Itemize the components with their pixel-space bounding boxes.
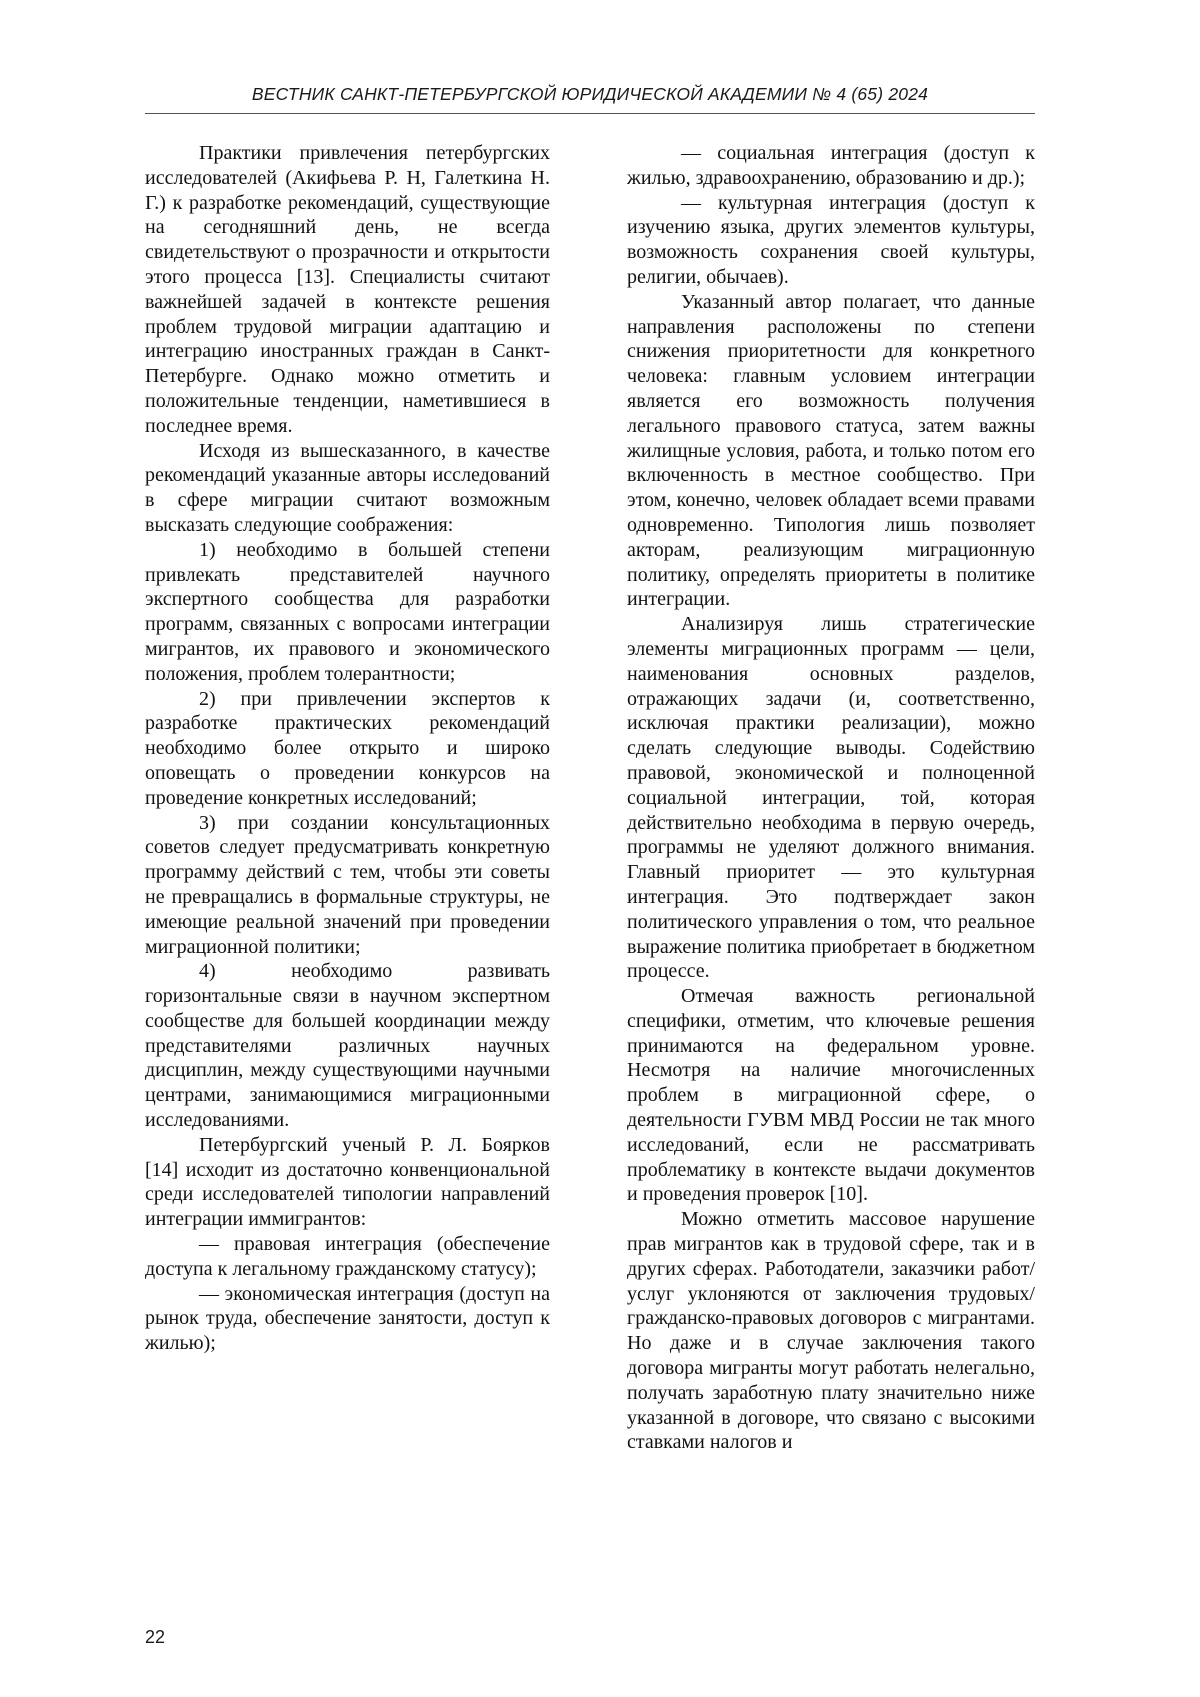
- paragraph: Можно отметить массовое нарушение прав мигрантов как в трудовой сфере, так и в других сферах. Работодатели, заказчики работ/услуг уклоняются от заключения трудовых/гражданско-правовых договоров с мигрантами. Но даже и в случае заключения такого договора мигранты могут работать нелегально, получать заработную плату значительно ниже указанной в договоре, что связано с высокими ставками налогов и: [627, 1208, 1035, 1454]
- list-item: — культурная интеграция (доступ к изучению языка, других элементов культуры, возможность сохранения своей культуры, религии, обычаев).: [627, 191, 1035, 288]
- running-head: ВЕСТНИК САНКТ-ПЕТЕРБУРГСКОЙ ЮРИДИЧЕСКОЙ АКАДЕМИИ № 4 (65) 2024: [251, 84, 929, 104]
- header-rule: [145, 113, 1035, 114]
- paragraph: Анализируя лишь стратегические элементы миграционных программ — цели, наименования основных разделов, отражающих задачи (и, соответственно, исключая практики реализации), можно сделать следующие выводы. Содействию правовой, экономической и полноценной социальной интеграции, той, которая действительно необходима в первую очередь, программы не уделяют должного внимания. Главный приоритет — это культурная интеграция. Это подтверждает закон политического управления о том, что реальное выражение политика приобретает в бюджетном процессе.: [627, 613, 1035, 983]
- page-number: 22: [145, 1627, 166, 1647]
- list-item: 4) необходимо развивать горизонтальные связи в научном экспертном сообществе для большей координации между представителями различных научных дисциплин, между существующими научными центрами, занимающимися миграционными исследованиями.: [145, 960, 550, 1132]
- paragraph: Указанный автор полагает, что данные направления расположены по степени снижения приоритетности для конкретного человека: главным условием интеграции является его возможность получения легального правового статуса, затем важны жилищные условия, работа, и только потом его включенность в местное сообщество. При этом, конечно, человек обладает всеми правами одновременно. Типология лишь позволяет акторам, реализующим миграционную политику, определять приоритеты в политике интеграции.: [627, 290, 1035, 611]
- paragraph: Исходя из вышесказанного, в качестве рекомендаций указанные авторы исследований в сфере миграции считают возможным высказать следующие соображения:: [145, 439, 550, 536]
- paragraph: Отмечая важность региональной специфики, отметим, что ключевые решения принимаются на федеральном уровне. Несмотря на наличие многочисленных проблем в миграционной сфере, о деятельности ГУВМ МВД России не так много исследований, если не рассматривать проблематику в контексте выдачи документов и проведения проверок [10].: [627, 985, 1035, 1206]
- list-item: — социальная интеграция (доступ к жилью, здравоохранению, образованию и др.);: [627, 142, 1035, 189]
- right-text-column: [627, 141, 1035, 1455]
- paragraph: Петербургский ученый Р. Л. Боярков [14] исходит из достаточно конвенциональной среди исследователей типологии направлений интеграции иммигрантов:: [145, 1133, 550, 1231]
- paragraph: Практики привлечения петербургских исследователей (Акифьева Р. Н, Галеткина Н. Г.) к разработке рекомендаций, существующие на сегодняшний день, не всегда свидетельствуют о прозрачности и открытости этого процесса [13]. Специалисты считают важнейшей задачей в контексте решения проблем трудовой миграции адаптацию и интеграцию иностранных граждан в Санкт-Петербурге. Однако можно отметить и положительные тенденции, наметившиеся в последнее время.: [145, 142, 550, 437]
- left-text-column: [145, 141, 550, 1356]
- list-item: — экономическая интеграция (доступ на рынок труда, обеспечение занятости, доступ к жилью);: [145, 1282, 550, 1355]
- list-item: 1) необходимо в большей степени привлекать представителей научного экспертного сообщества для разработки программ, связанных с вопросами интеграции мигрантов, их правового и экономического положения, проблем толерантности;: [145, 538, 550, 685]
- list-item: 2) при привлечении экспертов к разработке практических рекомендаций необходимо более открыто и широко оповещать о проведении конкурсов на проведение конкретных исследований;: [145, 687, 550, 809]
- list-item: — правовая интеграция (обеспечение доступа к легальному гражданскому статусу);: [145, 1233, 550, 1280]
- list-item: 3) при создании консультационных советов следует предусматривать конкретную программу действий с тем, чтобы эти советы не превращались в формальные структуры, не имеющие реальной значений при проведении миграционной политики;: [145, 811, 550, 958]
